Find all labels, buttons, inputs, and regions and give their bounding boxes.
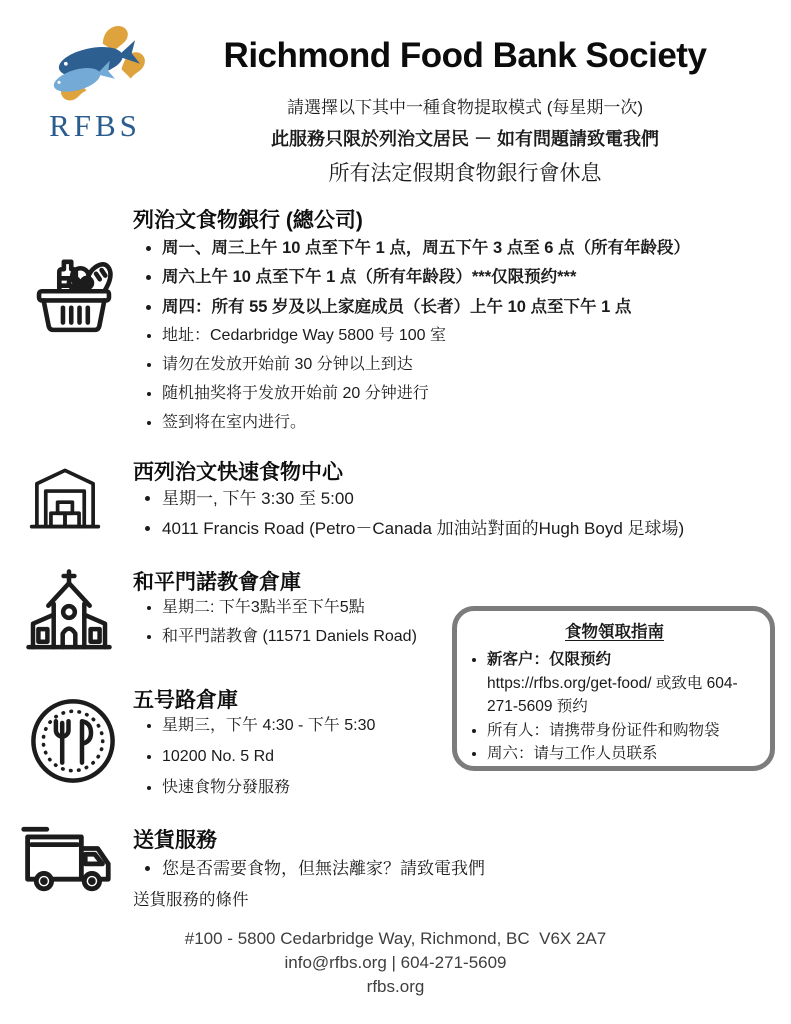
section-title-delivery: 送貨服務 <box>133 829 217 852</box>
section-title-no5-road: 五号路倉庫 <box>133 689 238 712</box>
header-subtitle-1: 請選擇以下其中一種食物提取模式 (每星期一次) <box>286 98 644 117</box>
food-pickup-guide-box <box>452 606 775 771</box>
guide-booking-info: https://rfbs.org/get-food/ 或致电 604-271-5609 预约 <box>487 674 738 716</box>
two-fish-logo-icon <box>39 24 151 106</box>
rfbs-logo <box>34 24 156 144</box>
delivery-conditions-note: 送貨服務的條件 <box>133 891 249 909</box>
list-item: • 和平門諾教會 (11571 Daniels Road) <box>162 627 453 648</box>
list-item: • 4011 Francis Road (Petro－Canada 加油站對面的Hugh Boyd 足球場) <box>162 518 753 540</box>
warehouse-icon <box>28 458 102 536</box>
list-item: • 星期一, 下午 3:30 至 5:00 <box>162 488 753 510</box>
list-item: • 星期二: 下午3點半至下午5點 <box>162 598 453 619</box>
guide-box-title: 食物領取指南 <box>565 623 664 641</box>
footer-website: rfbs.org <box>366 977 425 996</box>
list-item: • 周四：所有 55 岁及以上家庭成员（长者）上午 10 点至下午 1 点 <box>162 297 778 318</box>
section-title-mennonite-church: 和平門諾教會倉庫 <box>133 571 301 594</box>
main-branch-bullet-list <box>133 238 778 442</box>
section-title-west-richmond: 西列治文快速食物中心 <box>133 461 343 484</box>
page-title: Richmond Food Bank Society <box>223 36 707 75</box>
delivery-truck-icon <box>18 820 114 900</box>
list-item: • 所有人：请携带身份证件和购物袋 <box>487 719 760 743</box>
list-item: • 地址：Cedarbridge Way 5800 号 100 室 <box>162 326 778 347</box>
list-item: • 星期三，下午 4:30 - 下午 5:30 <box>162 716 453 737</box>
west-richmond-bullet-list <box>133 488 753 548</box>
list-item: • 周一、周三上午 10 点至下午 1 点，周五下午 3 点至 6 点（所有年龄段） <box>162 238 778 259</box>
delivery-bullet-list <box>133 858 613 888</box>
header-subtitle-3: 所有法定假期食物銀行會休息 <box>328 162 602 185</box>
logo-abbreviation: RFBS <box>49 108 141 143</box>
header <box>158 36 772 187</box>
list-item: • 签到将在室内进行。 <box>162 413 778 434</box>
guide-new-clients-label: 新客户：仅限预约 <box>487 651 612 668</box>
church-icon <box>24 566 114 658</box>
guide-box-bullet-list <box>469 648 760 766</box>
plate-cutlery-icon <box>28 696 118 786</box>
list-item: • 随机抽奖将于发放开始前 20 分钟进行 <box>162 384 778 405</box>
footer-address: #100 - 5800 Cedarbridge Way, Richmond, BC V6X 2A7 <box>184 929 607 948</box>
list-item: • 您是否需要食物，但無法離家？請致電我們 <box>162 858 613 880</box>
footer-contact: info@rfbs.org | 604-271-5609 <box>284 953 507 972</box>
grocery-basket-icon <box>28 250 120 338</box>
list-item: • 快速食物分發服務 <box>162 778 453 799</box>
list-item: • 周六：请与工作人员联系 <box>487 742 760 766</box>
section-title-main-branch: 列治文食物銀行 (總公司) <box>133 209 363 232</box>
list-item: • 请勿在发放开始前 30 分钟以上到达 <box>162 355 778 376</box>
list-item <box>487 648 760 719</box>
footer <box>0 927 791 999</box>
list-item: • 周六上午 10 点至下午 1 点（所有年龄段）***仅限预约*** <box>162 267 778 288</box>
header-subtitle-2: 此服務只限於列治文居民 － 如有問題請致電我們 <box>271 129 659 149</box>
list-item: • 10200 No. 5 Rd <box>162 747 453 768</box>
mennonite-church-bullet-list <box>133 598 453 656</box>
no5-road-bullet-list <box>133 716 453 806</box>
